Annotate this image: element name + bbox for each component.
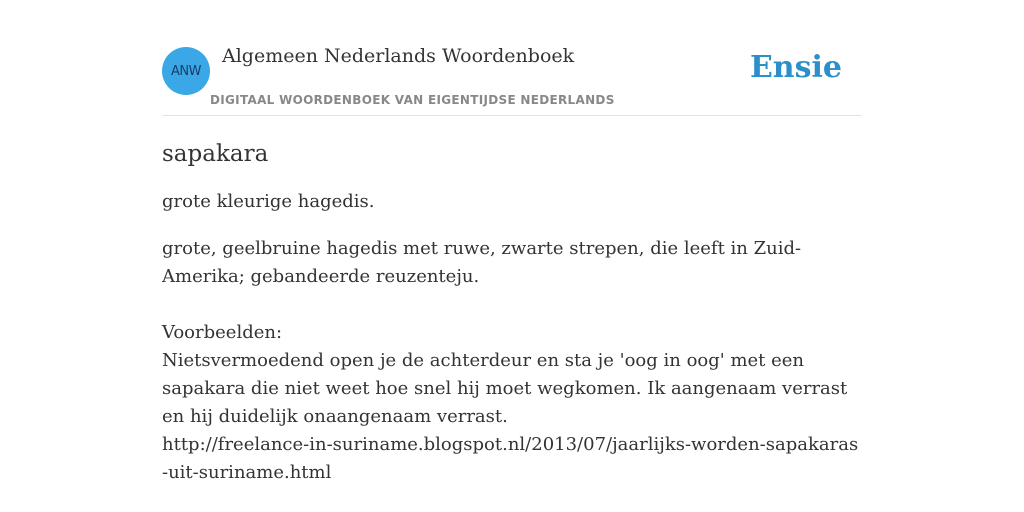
anw-logo[interactable]: ANW: [162, 47, 210, 95]
site-subtitle: DIGITAAL WOORDENBOEK VAN EIGENTIJDSE NEDERLANDS: [210, 93, 615, 107]
example-source-url: http://freelance-in-suriname.blogspot.nl/2013/07/jaarlijks-worden-sapakaras-uit-suriname.html: [162, 434, 859, 483]
headword: sapakara: [162, 141, 269, 167]
site-header: [162, 0, 862, 116]
short-definition: grote kleurige hagedis.: [162, 191, 375, 212]
example-text: Nietsvermoedend open je de achterdeur en sta je 'oog in oog' met een sapakara die niet weet hoe snel hij moet wegkomen. Ik aangenaam verrast en hij duidelijk onaangenaam verrast.: [162, 350, 848, 427]
site-title[interactable]: Algemeen Nederlands Woordenboek: [222, 45, 575, 67]
long-definition: grote, geelbruine hagedis met ruwe, zwarte strepen, die leeft in Zuid-Amerika; gebandeerde reuzenteju.: [162, 238, 802, 287]
examples-label: Voorbeelden:: [162, 322, 283, 343]
ensie-brand-logo[interactable]: Ensie: [749, 50, 842, 85]
page: [162, 0, 862, 512]
entry-content: [162, 138, 862, 487]
